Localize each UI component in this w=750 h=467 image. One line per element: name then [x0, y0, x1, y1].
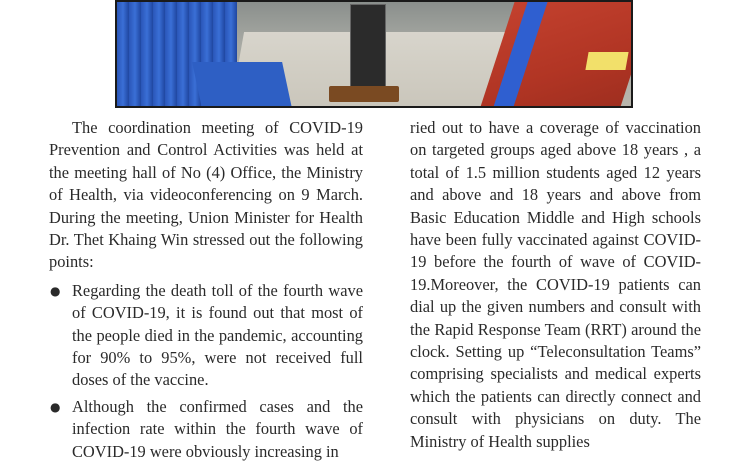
meeting-photo	[115, 0, 633, 108]
bullet-item	[49, 280, 363, 392]
video-screen	[350, 4, 386, 88]
bullet-icon: ●	[50, 399, 61, 414]
table-left	[192, 62, 292, 108]
tissue-box	[585, 52, 628, 70]
intro-paragraph: The coordination meeting of COVID-19 Prevention and Control Activities was held at the meeting hall of No (4) Office, the Ministry of Health, via videoconferencing on 9 March. During the meeting, Union Minister for Health Dr. Thet Khaing Win stressed out the following points:	[49, 118, 363, 272]
bullet-text: Although the confirmed cases and the infection rate within the fourth wave of COVID-19 were obviously increasing in	[72, 396, 363, 461]
bullet-text: Regarding the death toll of the fourth wave of COVID-19, it is found out that most of the people died in the pandemic, accounting for 90% to 95%, were not received full doses of the vaccine.	[72, 280, 363, 390]
left-column	[49, 117, 363, 467]
bullet-list	[49, 280, 363, 463]
bullet-item	[49, 396, 363, 463]
bullet-icon: ●	[50, 283, 61, 298]
screen-stand	[329, 86, 399, 102]
right-column	[410, 117, 701, 453]
right-paragraph: ried out to have a coverage of vaccination on targeted groups aged above 18 years , a total of 1.5 million students aged 12 years and above and 18 years and above from Basic Education Middle and High schools have been fully vaccinated against COVID-19 before the fourth of wave of COVID-19.Moreover, the COVID-19 patients can dial up the given numbers and consult with the Rapid Response Team (RRT) around the clock. Setting up “Teleconsultation Teams” comprising specialists and medical experts which the patients can directly connect and consult with physicians on duty. The Ministry of Health supplies	[410, 118, 701, 451]
